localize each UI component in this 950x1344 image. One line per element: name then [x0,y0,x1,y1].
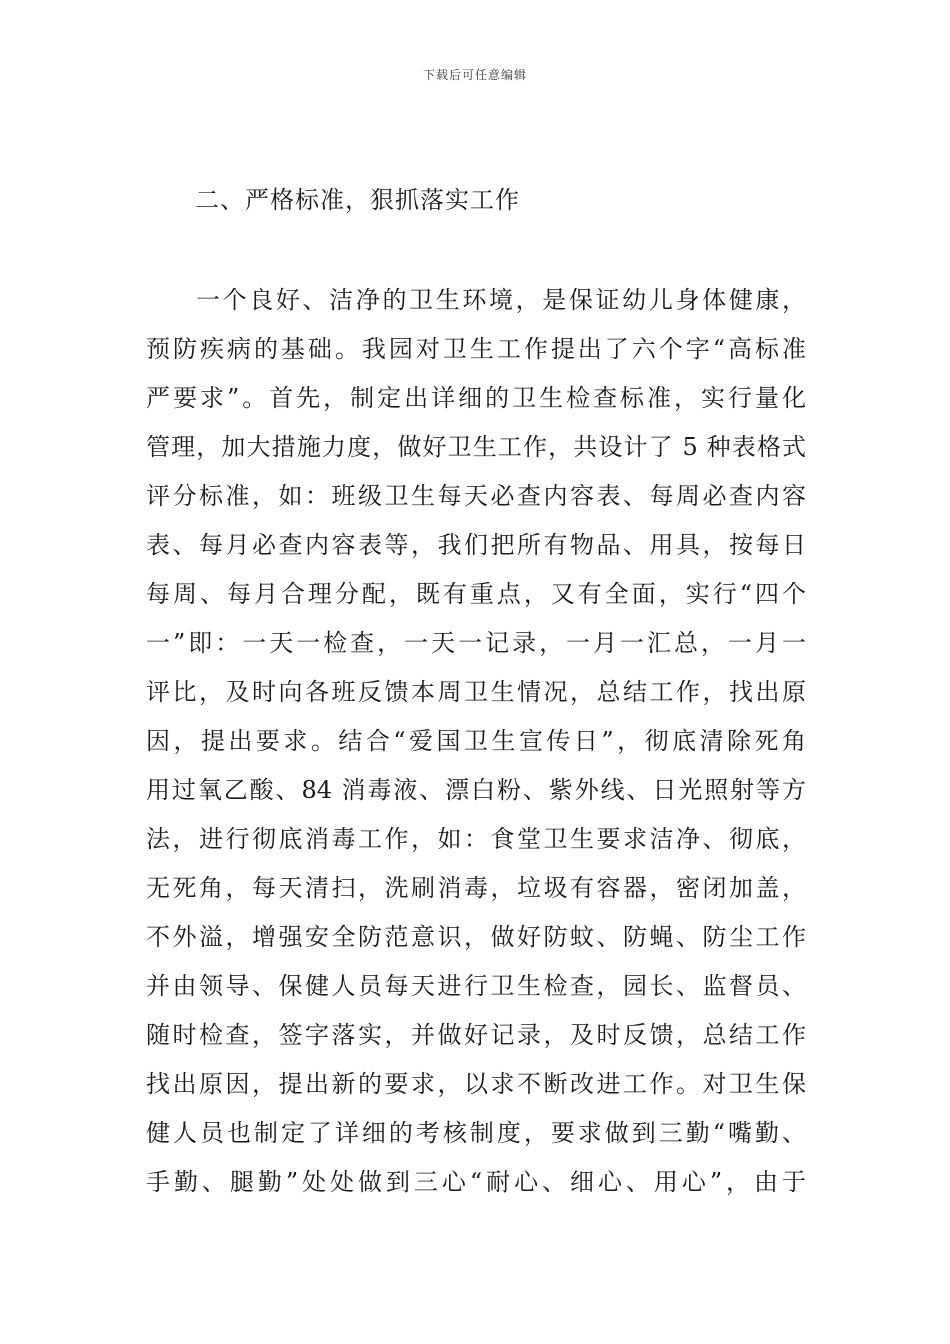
paragraph-line: 手勤、腿勤”处处做到三心“耐心、细心、用心”，由于 [146,1168,806,1196]
paragraph-line: 用过氧乙酸、84 消毒液、漂白粉、紫外线、日光照射等方 [146,776,806,804]
body-paragraph [146,280,806,1211]
paragraph-line: 表、每月必查内容表等，我们把所有物品、用具，按每日 [146,531,806,559]
paragraph-line: 预防疾病的基础。我园对卫生工作提出了六个字“高标准 [146,335,806,363]
paragraph-line: 找出原因，提出新的要求，以求不断改进工作。对卫生保 [146,1070,806,1098]
paragraph-line: 并由领导、保健人员每天进行卫生检查，园长、监督员、 [146,972,806,1000]
paragraph-line: 一个良好、洁净的卫生环境，是保证幼儿身体健康， [196,286,806,314]
paragraph-line: 法，进行彻底消毒工作，如：食堂卫生要求洁净、彻底， [146,825,806,853]
paragraph-line: 每周、每月合理分配，既有重点，又有全面，实行“四个 [146,580,806,608]
paragraph-line: 不外溢，增强安全防范意识，做好防蚊、防蝇、防尘工作 [146,923,806,951]
paragraph-line: 随时检查，签字落实，并做好记录，及时反馈，总结工作 [146,1021,806,1049]
paragraph-line: 健人员也制定了详细的考核制度，要求做到三勤“嘴勤、 [146,1119,806,1147]
paragraph-line: 因，提出要求。结合“爱国卫生宣传日”，彻底清除死角 [146,727,806,755]
paragraph-line: 严要求”。首先，制定出详细的卫生检查标准，实行量化 [146,384,806,412]
section-heading: 二、严格标准，狠抓落实工作 [195,186,520,214]
paragraph-line: 无死角，每天清扫，洗刷消毒，垃圾有容器，密闭加盖， [146,874,806,902]
paragraph-line: 管理，加大措施力度，做好卫生工作，共设计了 5 种表格式 [146,433,806,461]
page-header-note: 下载后可任意编辑 [422,68,527,82]
paragraph-line: 评分标准，如：班级卫生每天必查内容表、每周必查内容 [146,482,806,510]
paragraph-line: 一”即：一天一检查，一天一记录，一月一汇总，一月一 [146,629,806,657]
paragraph-line: 评比，及时向各班反馈本周卫生情况，总结工作，找出原 [146,678,806,706]
